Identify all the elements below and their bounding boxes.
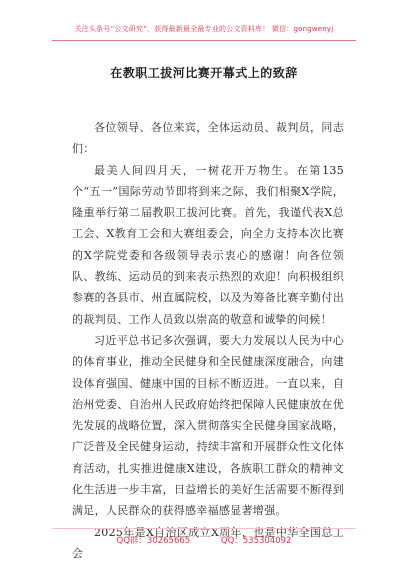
header-banner: 关注头条号“公文研究”，获得最新最全最专业的公文资料库！ 微信：gongwenyj — [74, 25, 334, 33]
footer-qq-group: QQ群：30265665 — [116, 536, 191, 546]
document-body — [72, 117, 344, 564]
body-paragraph: 习近平总书记多次强调，要大力发展以人民为中心的体育事业，推动全民健身和全民健康深度融合，向建设体育强国、健康中国的目标不断迈进。一直以来，自治州党委、自治州人民政府始终把保障人民健康放在优先发展的战略位置，深入贯彻落实全民健身国家战略，广泛普及全民健身运动，持续丰富和开展群众性文化体育活动，扎实推进健康X建设，各族职工群众的精神文化生活进一步丰富，日益增长的美好生活需要不断得到满足，人民群众的获得感幸福感显著增强。 — [72, 333, 344, 518]
header-divider — [52, 40, 356, 41]
salutation-paragraph: 各位领导、各位来宾，全体运动员、裁判员，同志们： — [72, 121, 344, 156]
footer — [0, 534, 408, 546]
footer-qq-contact: QQ：535304092 — [220, 536, 292, 546]
body-paragraph: 2025年是X自治区成立X周年，也是中华全国总工会 — [72, 525, 344, 560]
footer-divider — [52, 528, 356, 529]
body-paragraph: 最美人间四月天，一树花开万物生。在第135个“五一”国际劳动节即将到来之际，我们相聚X学院，隆重举行第二届教职工拔河比赛。首先，我谨代表X总工会、X教育工会和大赛组委会，向全力支持本次比赛的X学院党委和各级领导表示衷心的感谢！向各位领队、教练、运动员的到来表示热烈的欢迎！向积极组织参赛的各县市、州直属院校，以及为筹备比赛辛勤付出的裁判员、工作人员致以崇高的敬意和诚挚的问候！ — [72, 163, 344, 326]
document-title: 在教职工拔河比赛开幕式上的致辞 — [110, 66, 298, 80]
